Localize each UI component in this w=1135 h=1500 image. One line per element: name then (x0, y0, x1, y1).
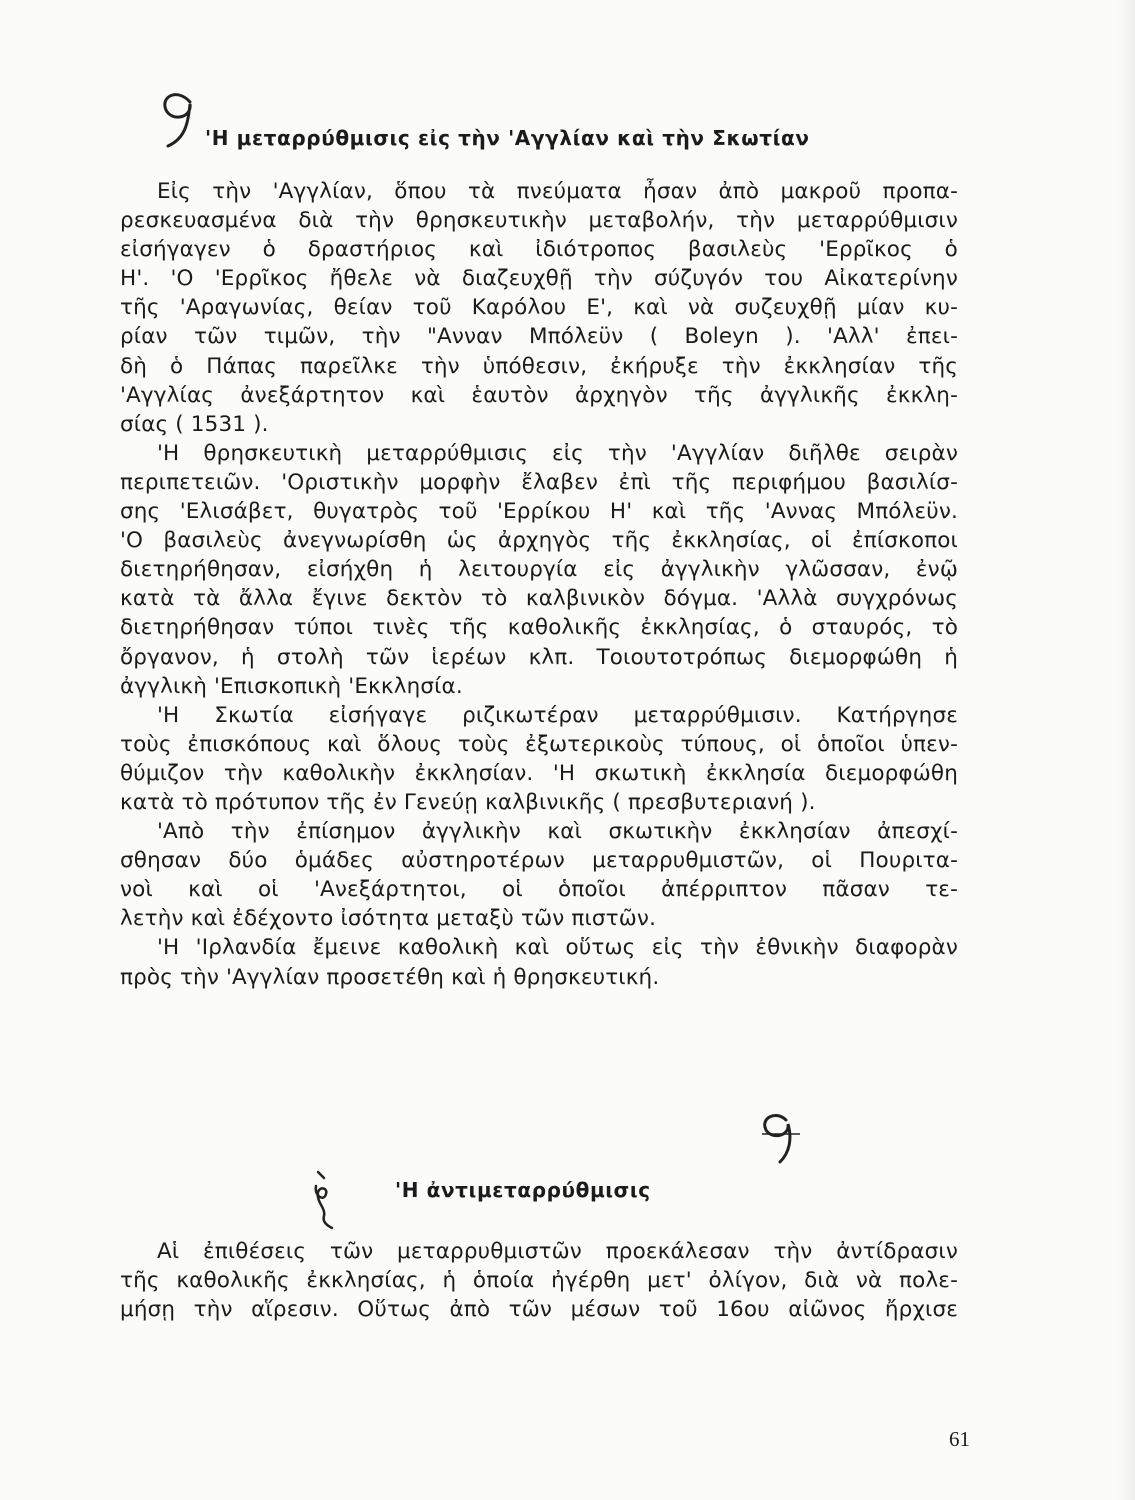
section-heading-reformation-england-scotland: 'Η μεταρρύθμισις εἰς τὴν 'Αγγλίαν καὶ τὴν Σκωτίαν (205, 126, 810, 150)
text-line: εἰσήγαγεν ὁ δραστήριος καὶ ἰδιότροπος βασιλεὺς 'Ερρῖκος ὁ (120, 237, 958, 263)
text-line: διετηρήθησαν τύποι τινὲς τῆς καθολικῆς ἐκκλησίας, ὁ σταυρός, τὸ (120, 615, 958, 641)
handwritten-nine-end-mark-icon (756, 1108, 806, 1166)
text-line: σης 'Ελισάβετ, θυγατρὸς τοῦ 'Ερρίκου Η' καὶ τῆς 'Αννας Μπόλεϋν. (120, 499, 958, 525)
text-line: νοὶ καὶ οἱ 'Ανεξάρτητοι, οἱ ὁποῖοι ἀπέρριπτον πᾶσαν τε- (120, 877, 958, 903)
text-line: περιπετειῶν. 'Οριστικὴν μορφὴν ἔλαβεν ἐπὶ τῆς περιφήμου βασιλίσ- (120, 469, 958, 495)
handwritten-margin-mark-icon (306, 1168, 344, 1232)
text-line: ρίαν τῶν τιμῶν, τὴν "Ανναν Μπόλεϋν ( Boleyn ). 'Αλλ' ἐπει- (120, 324, 958, 350)
text-line: πρὸς τὴν 'Αγγλίαν προσετέθη καὶ ἡ θρησκευτική. (120, 964, 660, 990)
text-line: λετὴν καὶ ἐδέχοντο ἰσότητα μεταξὺ τῶν πιστῶν. (120, 906, 657, 932)
text-line: μήσῃ τὴν αἵρεσιν. Οὕτως ἀπὸ τῶν μέσων τοῦ 16ου αἰῶνος ἤρχισε (120, 1297, 958, 1323)
text-line: 'Η 'Ιρλανδία ἔμεινε καθολικὴ καὶ οὕτως εἰς τὴν ἐθνικὴν διαφορὰν (157, 935, 958, 961)
text-line: διετηρήθησαν, εἰσήχθη ἡ λειτουργία εἰς ἀγγλικὴν γλῶσσαν, ἐνῷ (120, 557, 958, 583)
text-line: σίας ( 1531 ). (120, 411, 269, 437)
text-line: ἀγγλικὴ 'Επισκοπικὴ 'Εκκλησία. (120, 673, 463, 699)
text-line: τῆς καθολικῆς ἐκκλησίας, ἡ ὁποία ἠγέρθη μετ' ὀλίγον, διὰ νὰ πολε- (120, 1268, 958, 1294)
text-line: ρεσκευασμένα διὰ τὴν θρησκευτικὴν μεταβολήν, τὴν μεταρρύθμισιν (120, 208, 958, 234)
text-line: θύμιζον τὴν καθολικὴν ἐκκλησίαν. 'Η σκωτικὴ ἐκκλησία διεμορφώθη (120, 760, 958, 786)
page-edge-shadow (1117, 0, 1135, 1500)
text-line: δὴ ὁ Πάπας παρεῖλκε τὴν ὑπόθεσιν, ἐκήρυξε τὴν ἐκκλησίαν τῆς (120, 353, 958, 379)
text-line: 'Απὸ τὴν ἐπίσημον ἀγγλικὴν καὶ σκωτικὴν ἐκκλησίαν ἀπεσχί- (157, 819, 958, 845)
text-line: 'Ο βασιλεὺς ἀνεγνωρίσθη ὡς ἀρχηγὸς τῆς ἐκκλησίας, οἱ ἐπίσκοποι (120, 528, 958, 554)
text-line: κατὰ τὰ ἄλλα ἔγινε δεκτὸν τὸ καλβινικὸν δόγμα. 'Αλλὰ συγχρόνως (120, 586, 958, 612)
text-line: 'Η Σκωτία εἰσήγαγε ριζικωτέραν μεταρρύθμισιν. Κατήργησε (157, 702, 958, 728)
text-line: ὄργανον, ἡ στολὴ τῶν ἱερέων κλπ. Τοιουτοτρόπως διεμορφώθη ἡ (120, 644, 958, 670)
text-line: τῆς 'Αραγωνίας, θείαν τοῦ Καρόλου Ε', καὶ νὰ συζευχθῇ μίαν κυ- (120, 295, 958, 321)
text-line: Η'. 'Ο 'Ερρῖκος ἤθελε νὰ διαζευχθῇ τὴν σύζυγόν του Αἰκατερίνην (120, 266, 958, 292)
text-line: Εἰς τὴν 'Αγγλίαν, ὅπου τὰ πνεύματα ἦσαν ἀπὸ μακροῦ προπα- (157, 179, 958, 204)
section-body-counter-reformation (120, 1237, 958, 1324)
page-number: 61 (949, 1427, 970, 1451)
text-line: 'Η θρησκευτικὴ μεταρρύθμισις εἰς τὴν 'Αγγλίαν διῆλθε σειρὰν (157, 440, 958, 466)
section-body-reformation (120, 177, 958, 992)
text-line: Αἱ ἐπιθέσεις τῶν μεταρρυθμιστῶν προεκάλεσαν τὴν ἀντίδρασιν (157, 1239, 958, 1264)
section-heading-counter-reformation: 'Η ἀντιμεταρρύθμισις (395, 1178, 651, 1202)
text-line: σθησαν δύο ὁμάδες αὐστηροτέρων μεταρρυθμιστῶν, οἱ Πουριτα- (120, 848, 958, 874)
text-line: 'Αγγλίας ἀνεξάρτητον καὶ ἑαυτὸν ἀρχηγὸν τῆς ἀγγλικῆς ἐκκλη- (120, 382, 958, 408)
text-line: τοὺς ἐπισκόπους καὶ ὅλους τοὺς ἐξωτερικοὺς τύπους, οἱ ὁποῖοι ὑπεν- (120, 731, 958, 757)
text-line: κατὰ τὸ πρότυπον τῆς ἐν Γενεύῃ καλβινικῆς ( πρεσβυτεριανή ). (120, 789, 816, 815)
